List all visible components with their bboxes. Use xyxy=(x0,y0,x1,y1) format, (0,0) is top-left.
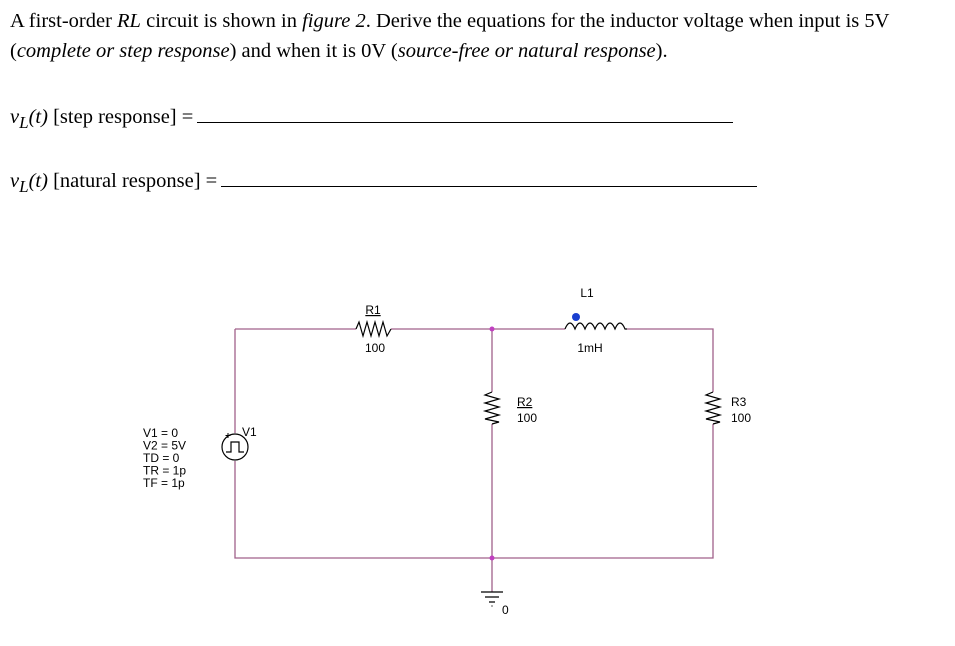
r2-resistor-symbol xyxy=(485,392,499,424)
step-response-label: [step response] = xyxy=(47,106,194,128)
v1-parameter: V2 = 5V xyxy=(143,438,187,453)
ground-node-label: 0 xyxy=(502,603,509,617)
r3-value-label: 100 xyxy=(731,411,752,425)
voltage-symbol: v xyxy=(10,106,20,128)
voltage-subscript: L xyxy=(19,113,29,133)
voltage-subscript: L xyxy=(19,177,29,197)
l1-inductor-symbol xyxy=(565,323,627,329)
time-argument: (t) xyxy=(28,170,48,192)
v1-parameter: TD = 0 xyxy=(143,451,180,465)
r1-name-label: R1 xyxy=(365,303,381,317)
l1-value-label: 1mH xyxy=(577,341,603,355)
top-node-dot xyxy=(490,327,495,332)
question-text-part: ). xyxy=(655,40,668,62)
step-response-term: complete or step response xyxy=(16,40,230,62)
question-text-part: circuit is shown in xyxy=(140,10,303,32)
r2-name-label: R2 xyxy=(517,395,533,409)
figure-reference: figure 2 xyxy=(302,10,366,32)
ground-symbol xyxy=(481,592,503,606)
circuit-wires xyxy=(235,329,713,592)
time-argument: (t) xyxy=(28,106,48,128)
question-text-part: . Derive the equations for the inductor voltage when input is 5V ( xyxy=(10,10,890,62)
question-text-part: A first-order xyxy=(10,10,118,32)
question-text-part: ) and when it is 0V ( xyxy=(229,40,398,62)
r1-resistor-symbol xyxy=(356,322,391,336)
voltage-symbol: v xyxy=(10,170,20,192)
r3-resistor-symbol xyxy=(706,392,720,424)
v1-parameter-list xyxy=(143,426,186,490)
v1-parameter: TF = 1p xyxy=(143,476,185,490)
v1-parameter: TR = 1p xyxy=(143,463,187,478)
natural-response-label: [natural response] = xyxy=(47,170,218,192)
bottom-node-dot xyxy=(490,556,495,561)
v1-name-label: V1 xyxy=(242,425,257,439)
natural-response-term: source-free or natural response xyxy=(397,40,656,62)
rl-term: RL xyxy=(117,10,141,32)
l1-name-label: L1 xyxy=(580,286,594,300)
r2-value-label: 100 xyxy=(517,411,538,425)
v1-parameter: V1 = 0 xyxy=(143,426,179,440)
inductor-polarity-dot xyxy=(572,313,580,321)
top-wire-right xyxy=(627,329,713,392)
r3-name-label: R3 xyxy=(731,395,747,409)
bottom-wire xyxy=(235,424,713,558)
r1-value-label: 100 xyxy=(364,341,386,355)
